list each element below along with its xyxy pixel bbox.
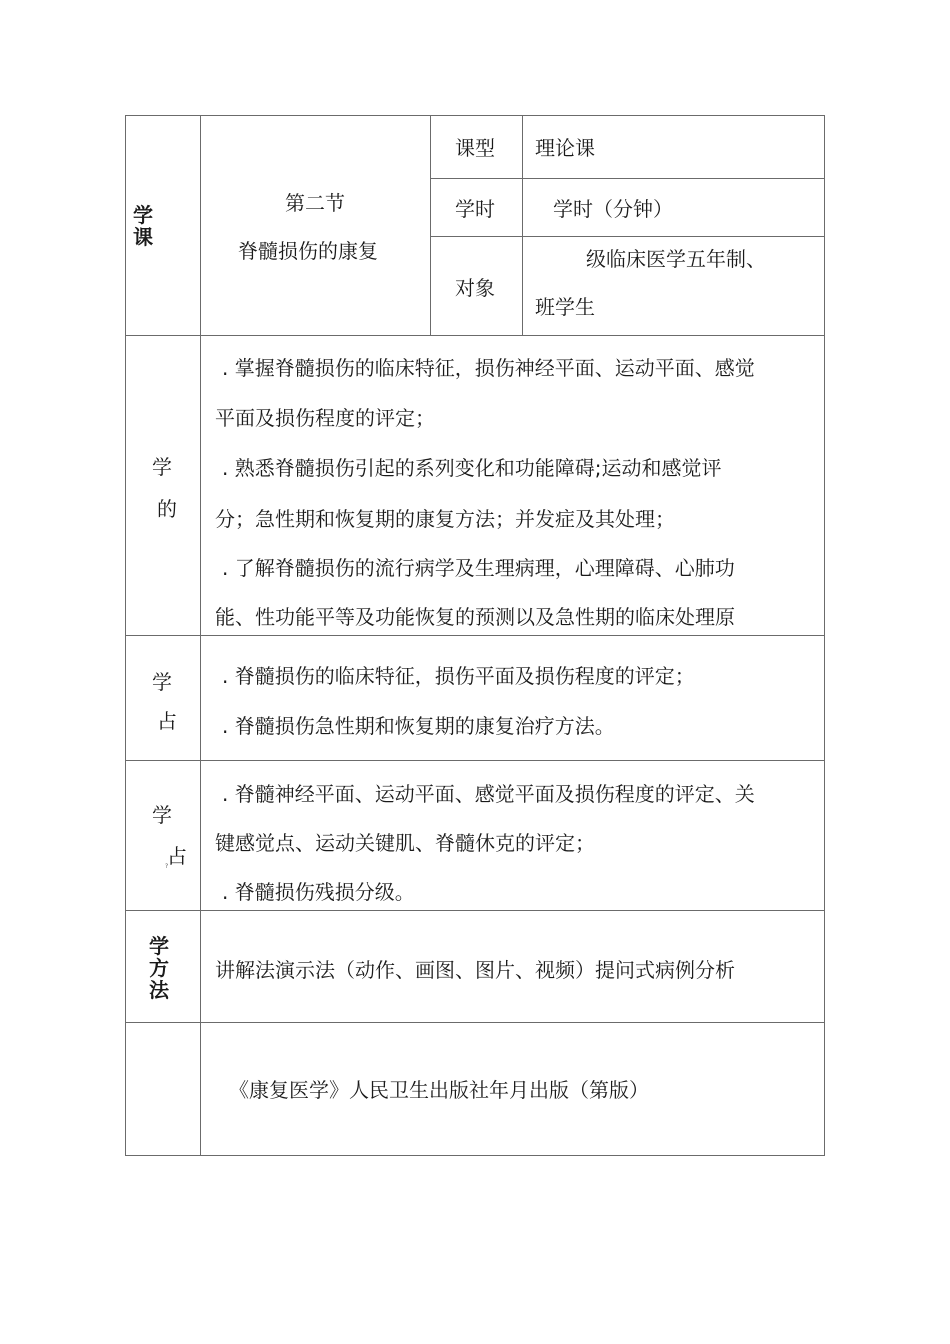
difficult-line: 键感觉点、运动关键肌、脊髓休克的评定； [215,831,595,855]
table-border-left [125,115,126,1156]
target-value-line1: 级临床医学五年制、 [586,247,766,271]
table-rule [125,910,825,911]
target-value-line2: 班学生 [535,295,595,319]
objectives-label-1: 学 [152,455,172,479]
objective-line: . 熟悉脊髓损伤引起的系列变化和功能障碍;运动和感觉评 [222,456,722,480]
difficult-line: . 脊髓神经平面、运动平面、感觉平面及损伤程度的评定、关 [222,782,755,806]
table-rule [430,178,825,179]
table-rule [125,760,825,761]
hours-label: 学时 [455,197,495,221]
objective-line: 平面及损伤程度的评定； [215,406,435,430]
table-rule [522,115,523,336]
objective-line: 能、性功能平等及功能恢复的预测以及急性期的临床处理原 [215,605,735,629]
type-value: 理论课 [535,136,595,160]
methods-content: 讲解法演示法（动作、画图、图片、视频）提问式病例分析 [215,958,735,982]
hours-value: 学时（分钟） [553,197,673,221]
difficult-mark: ? [165,863,169,870]
table-rule [125,635,825,636]
difficult-label-2: 占 [167,844,187,868]
table-border-top [125,115,825,116]
section-title: 第二节 [285,191,345,215]
keypoint-line: . 脊髓损伤的临床特征，损伤平面及损伤程度的评定； [222,664,695,688]
table-border-right [824,115,825,1156]
objective-line: 分；急性期和恢复期的康复方法；并发症及其处理； [215,507,675,531]
type-label: 课型 [455,136,495,160]
difficult-label-1: 学 [152,803,172,827]
course-label: 学课 [133,203,153,249]
table-rule [125,1022,825,1023]
table-rule [430,115,431,336]
keypoints-label-1: 学 [152,670,172,694]
objectives-label-2: 的 [157,497,177,521]
objective-line: . 了解脊髓损伤的流行病学及生理病理，心理障碍、心肺功 [222,556,735,580]
table-border-bottom [125,1155,825,1156]
target-label: 对象 [455,276,495,300]
difficult-line: . 脊髓损伤残损分级。 [222,880,415,904]
objective-line: . 掌握脊髓损伤的临床特征，损伤神经平面、运动平面、感觉 [222,356,755,380]
table-rule [200,115,201,1156]
keypoints-label-2: 占 [157,709,177,733]
methods-label: 学方法 [149,934,169,1002]
topic-title: 脊髓损伤的康复 [238,239,378,263]
keypoint-line: . 脊髓损伤急性期和恢复期的康复治疗方法。 [222,714,615,738]
textbook-content: 《康复医学》人民卫生出版社年月出版（第版） [229,1078,649,1102]
table-rule [125,335,825,336]
table-rule [430,236,825,237]
